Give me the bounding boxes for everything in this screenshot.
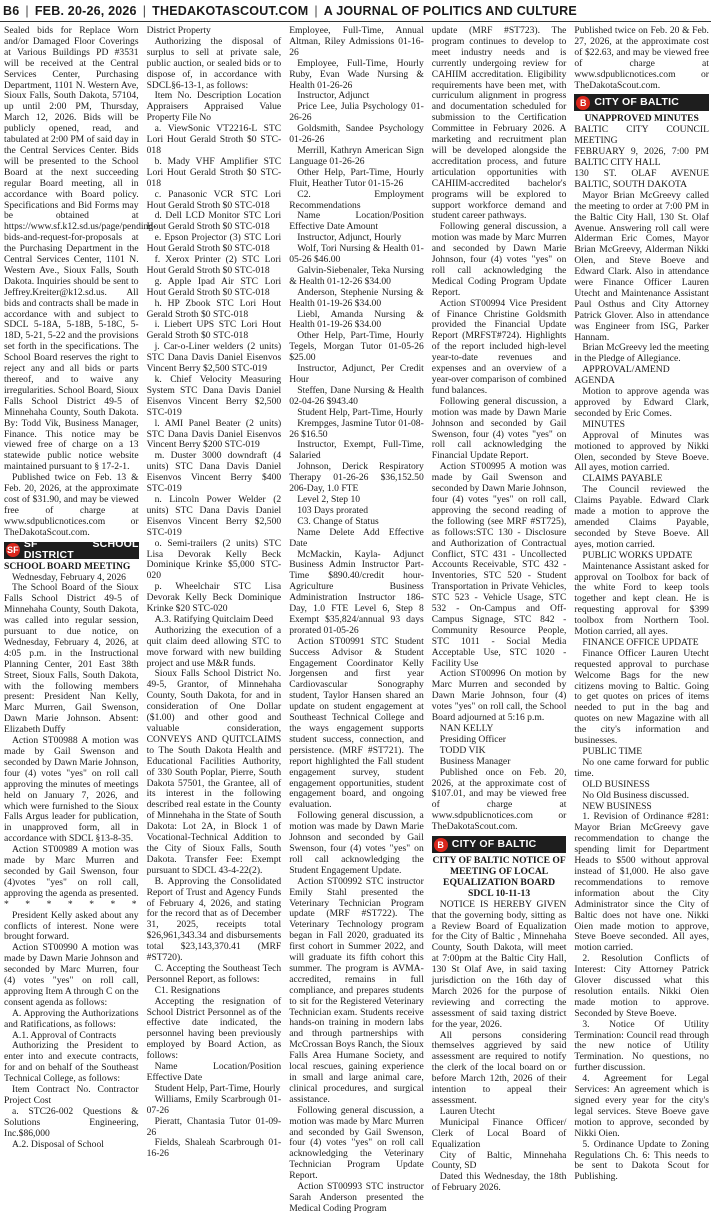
- issue-date: FEB. 20-26, 2026: [34, 3, 137, 18]
- column-5: [574, 25, 709, 1183]
- notice-paragraph: l. AMI Panel Beater (2 units) STC Dana Davis Daniel Eisenvos Vincent Berry $200 STC-019: [146, 417, 282, 451]
- site-name: THEDAKOTASCOUT.COM: [152, 3, 309, 18]
- notice-paragraph: FINANCE OFFICE UPDATE: [582, 636, 699, 648]
- notice-paragraph: Accepting the resignation of School District Personnel as of the effective date indicated, the personnel having been previously employed by Board Action, as follows:: [146, 995, 282, 1062]
- notice-paragraph: a. ViewSonic VT2216-L STC Lori Hout Gerald Stroth $0 STC-018: [146, 123, 282, 156]
- notice-paragraph: Following general discussion, a motion was made by Marc Murren and seconded by Dawn Marie Johnson, four (4) votes "yes" on roll call acknowledging the Medical Coding Program Update Report.: [431, 221, 567, 298]
- notice-paragraph: Brian McGreevy led the meeting in the Pledge of Allegiance.: [574, 342, 709, 365]
- notice-paragraph: Instructor, Exempt, Full-Time, Salaried: [289, 439, 424, 462]
- notice-paragraph: MINUTES: [582, 418, 626, 430]
- notice-paragraph: Price Lee, Julia Psychology 01-26-26: [289, 101, 424, 124]
- notice-paragraph: k. Chief Velocity Measuring System STC Dana Davis Daniel Eisenvos Vincent Berry $2,500 STC-019: [146, 374, 282, 418]
- notice-paragraph: NOTICE IS HEREBY GIVEN that the governing body, sitting as a Review Board of Equalization for the City of Baltic , Minnehaha County, South Dakota, will meet at 7:00pm at the Baltic City Hall, 130 St Olaf Ave, in said taxing jurisdiction on the 16th day of March 2026 for the purpose of reviewing and correcting the assessment of said taxing district for the year, 2026.: [431, 898, 567, 1030]
- notice-paragraph: f. Xerox Printer (2) STC Lori Hout Gerald Stroth $0 STC-018: [146, 254, 282, 276]
- notice-paragraph: o. Semi-trailers (2 units) STC Lisa Devorak Kelly Beck Dominique Krinke $5,000 STC-020: [146, 537, 282, 582]
- notice-paragraph: Action ST00993 STC instructor Sarah Anderson presented the Medical Coding Program: [289, 1181, 424, 1214]
- notice-paragraph: Name Location/Position Effective Date: [146, 1061, 282, 1083]
- notice-paragraph: PUBLIC WORKS UPDATE: [582, 549, 693, 561]
- section-logo-icon: B: [434, 838, 448, 852]
- column-4: [431, 25, 567, 1194]
- notice-paragraph: Fields, Shaleah Scarbrough 01-16-26: [146, 1137, 282, 1160]
- notice-paragraph: 3. Notice Of Utility Termination: Council read through the new notice of Utility Termination. No questions, no further discussion.: [574, 1018, 709, 1074]
- notice-paragraph: The Council reviewed the Claims Payable. Edward Clark made a motion to approve the amended Claims Payable, seconded by Steve Boeve. All ayes, motion carried.: [574, 484, 709, 550]
- notice-paragraph: Following general discussion, a motion was made by Dawn Marie Johnson and seconded by Gail Swenson, four (4) votes "yes" on roll call acknowledging the Student Engagement Update.: [289, 810, 424, 876]
- notice-paragraph: Wolf, Tori Nursing & Health 01-05-26 $46.00: [289, 243, 424, 266]
- column-1: [4, 25, 157, 1150]
- notice-paragraph: Name Location/Position Effective Date Amount: [289, 210, 424, 233]
- notice-paragraph: Galvin-Siebenaler, Teka Nursing & Health 01-12-26 $34.00: [289, 264, 424, 287]
- notice-paragraph: 5. Ordinance Update to Zoning Regulations Ch. 6: This needs to be sent to Dakota Scout for Publishing.: [574, 1138, 709, 1183]
- notice-paragraph: Published once on Feb. 20, 2026, at the approximate cost of $107.01, and may be viewed free of charge at www.sdpublicnotices.com or TheDakotaScout.com.: [431, 766, 567, 833]
- notice-paragraph: B. Approving the Consolidated Report of Trust and Agency Funds of February 4, 2026, and stating for the record that as of December 31, 2025, receipts total $26,961,343.34 and disbursements total $23,143,370.41 (MRF #ST720).: [146, 875, 282, 964]
- notice-paragraph: BALTIC CITY COUNCIL MEETING: [574, 124, 709, 147]
- notice-paragraph: Steffen, Dane Nursing & Health 02-04-26 $943.40: [289, 384, 424, 407]
- notice-paragraph: Employee, Full-Time, Annual Altman, Riley Admissions 01-16-26: [289, 25, 424, 58]
- notice-paragraph: 2. Resolution Conflicts of Interest: City Attorney Patrick Glover discussed what this resolution entails. Nikki Oien made motion to approve. Seconded by Steve Boeve.: [574, 953, 709, 1019]
- notice-paragraph: TODD VIK: [439, 744, 486, 756]
- notice-paragraph: Item Contract No. Contractor Project Cost: [4, 1084, 139, 1106]
- notice-paragraph: Published twice on Feb. 13 & Feb. 20, 2026, at the approximate cost of $31.90, and may be viewed free of charge at www.sdpublicnotices.com or TheDakotaScout.com.: [4, 472, 139, 538]
- notice-paragraph: c. Panasonic VCR STC Lori Hout Gerald Stroth $0 STC-018: [146, 188, 282, 211]
- notice-paragraph: No one came forward for public time.: [574, 756, 709, 779]
- notice-paragraph: District Property: [146, 25, 211, 36]
- notice-paragraph: Following general discussion, a motion was made by Marc Murren and seconded by Gail Swenson, four (4) votes "yes" on roll call acknowledging the Veterinary Technician Program Update Report.: [289, 1104, 424, 1182]
- notice-paragraph: Instructor, Adjunct, Per Credit Hour: [289, 363, 424, 385]
- notice-paragraph: Merrill, Kathryn American Sign Language 01-26-26: [289, 144, 424, 167]
- section-banner: [432, 836, 567, 853]
- notice-paragraph: Action ST00988 A motion was made by Gail Swenson and seconded by Dawn Marie Johnson, four (4) votes "yes" on roll call approving the minutes of meetings held on January 7, 2026, and which were furnished to the Sioux Falls Argus leader for publication, in unapproved form, all in accordance with SDCL §13-8-35.: [4, 735, 139, 845]
- notice-paragraph: n. Lincoln Power Welder (2 units) STC Dana Davis Daniel Eisenvos Vincent Berry $2,500 STC-019: [146, 493, 282, 538]
- masthead-separator: |: [142, 3, 147, 18]
- notice-paragraph: Williams, Emily Scarbrough 01-07-26: [146, 1093, 282, 1116]
- masthead-separator: |: [314, 3, 318, 18]
- notice-paragraph: A.1. Approval of Contracts: [12, 1029, 117, 1041]
- notice-paragraph: All persons considering themselves aggrieved by said assessment are required to notify the clerk of the local board on or before March 12th, 2026 of their intention to appeal their assessment.: [431, 1029, 567, 1106]
- notice-paragraph: Lauren Utecht: [439, 1105, 495, 1117]
- section-banner-label: CITY OF BALTIC: [594, 96, 680, 109]
- notice-paragraph: Level 2, Step 10: [297, 493, 361, 505]
- notice-paragraph: Municipal Finance Officer/ Clerk of Local Board of Equalization: [431, 1116, 567, 1150]
- notice-paragraph: p. Wheelchair STC Lisa Devorak Kelly Beck Dominique Krinke $20 STC-020: [146, 581, 282, 615]
- section-banner-label: SF SCHOOL DISTRICT: [23, 538, 139, 562]
- notice-paragraph: Finance Officer Lauren Utecht requested approval to purchase Welcome Bags for the new citizens moving to Baltic. Going to get quotes on prices of items needed to put in the bag and quotes on new Magazine with all the city's information and businesses.: [574, 647, 709, 747]
- notice-heading: UNAPPROVED MINUTES: [584, 113, 699, 125]
- notice-paragraph: Mayor Brian McGreevy called the meeting to order at 7:00 PM in the Baltic City Hall, 130 St. Olaf Avenue. Answering roll call were Alderman Eric Comes, Mayor Brian McGreevy, Alderman Nikki Olen, and Steve Boeve and Edward Clark. Also in attendance were Finance Officer Lauren Utecht and Maintenance Assistant Paul Osthus and City Attorney Patrick Glover. Also in attendance was Engineer from ISG, Parker Hannam.: [574, 189, 709, 343]
- notice-paragraph: Approval of Minutes was motioned to approved by Nikki Olen, seconded by Steve Boeve. All ayes, motion carried.: [574, 429, 709, 474]
- notice-paragraph: 4. Agreement for Legal Services: An agreement which is signed every year for the city's legal services. Steve Boeve gave motion to approve, seconded by Nikki Oien.: [574, 1073, 709, 1139]
- notice-paragraph: NAN KELLY: [439, 723, 494, 734]
- section-banner: [574, 94, 709, 111]
- notice-paragraph: Authorizing the disposal of surplus to sell at private sale, public auction, or sealed bids or to dispose of, in accordance with SDCL§6-13-1, as follows:: [146, 35, 282, 91]
- masthead: [0, 0, 711, 22]
- notice-paragraph: Instructor, Adjunct: [297, 90, 370, 102]
- notice-paragraph: Dated this Wednesday, the 18th of February 2026.: [431, 1171, 567, 1194]
- notice-paragraph: C3. Change of Status: [297, 515, 379, 527]
- notice-paragraph: 130 ST. OLAF AVENUE BALTIC, SOUTH DAKOTA: [574, 167, 709, 190]
- notice-paragraph: m. Duster 3000 downdraft (4 units) STC Dana Davis Daniel Eisenvos Vincent Berry $400 STC-019: [146, 450, 282, 495]
- notice-paragraph: Action ST00989 A motion was made by Marc Murren and seconded by Gail Swenson, four (4)votes "yes" on roll call, approving the agenda as presented.: [4, 844, 139, 899]
- notice-paragraph: President Kelly asked about any conflicts of interest. None were brought forward.: [4, 909, 139, 943]
- section-banner-label: CITY OF BALTIC: [451, 838, 537, 851]
- notice-paragraph: McMackin, Kayla- Adjunct Business Admin Instructor Part-Time $890.40/credit hour- Agriculture Business Administration Instructor 186-Day, 1.0 FTE Level 6, Step 8 Exempt $35,824/annual 93 days prorated 01-05-26: [289, 548, 424, 636]
- notice-paragraph: City of Baltic, Minnehaha County, SD: [431, 1149, 567, 1172]
- notice-paragraph: Liebl, Amanda Nursing & Health 01-19-26 $34.00: [289, 308, 424, 331]
- notice-paragraph: Wednesday, February 4, 2026: [12, 571, 126, 583]
- notice-paragraph: Other Help, Part-Time, Hourly Tegels, Morgan Tutor 01-05-26 $25.00: [289, 330, 424, 364]
- notice-paragraph: C1. Resignations: [154, 984, 221, 996]
- notice-paragraph: C. Accepting the Southeast Tech Personnel Report, as follows:: [146, 962, 282, 985]
- notice-paragraph: Action ST00990 A motion was made by Dawn Marie Johnson and seconded by Marc Murren, four (4) votes "yes" on roll call, approving Item A through C on the consent agenda as follows:: [4, 942, 139, 1008]
- notice-columns: [0, 25, 711, 1214]
- notice-paragraph: Following general discussion, a motion was made by Dawn Marie Johnson and seconded by Gail Swenson, four (4) votes "yes" on roll call acknowledging the Financial Update Report.: [431, 395, 567, 462]
- notice-paragraph: Employee, Full-Time, Hourly Ruby, Evan Wade Nursing & Health 01-26-26: [289, 57, 424, 91]
- notice-paragraph: Item No. Description Location Appraisers Appraised Value Property File No: [146, 90, 282, 124]
- notice-paragraph: Anderson, Stephenie Nursing & Health 01-19-26 $34.00: [289, 286, 424, 309]
- notice-paragraph: Action ST00994 Vice President of Finance Christine Goldsmith provided the Financial Update Report (MRFST#724). Highlights of the report included high-level year-to-date revenues and expenses and an overview of a year-over comparison of combined fund balances.: [431, 297, 567, 396]
- notice-paragraph: A.3. Ratifying Quitclaim Deed: [154, 613, 274, 625]
- notice-paragraph: C2. Employment Recommendations: [289, 188, 424, 211]
- notice-paragraph: Presiding Officer: [439, 733, 506, 745]
- notice-paragraph: h. HP Zbook STC Lori Hout Gerald Stroth $0 STC-018: [146, 297, 282, 320]
- notice-paragraph: Published twice on Feb. 20 & Feb. 27, 2026, at the approximate cost of $22.63, and may be viewed free of charge at www.sdpublicnotices.com or TheDakotaScout.com.: [574, 25, 709, 91]
- notice-paragraph: e. Epson Projector (3) STC Lori Hout Gerald Stroth $0 STC-018: [146, 232, 282, 255]
- notice-paragraph: OLD BUSINESS: [582, 778, 650, 790]
- notice-paragraph: Action ST00995 A motion was made by Gail Swenson and seconded by Dawn Marie Johnson, four (4) votes "yes" on roll call, approving the second reading of the following (see MRF #ST725), as follows:STC 130 - Disclosure and Authorization of Contractual Conflict, STC 431 - Uncollected Accounts Receivable, STC 432 - Inventories, STC 520 - Student Transportation in Private Vehicles, STC 523 - Vehicle Usage, STC 532 - On-Campus and Off-Campus Signage, STC 842 - Community Resource People, STC 1011 - Social Media Acceptable Use, STC 1020 - Facility Use: [431, 461, 567, 669]
- tagline: A JOURNAL OF POLITICS AND CULTURE: [323, 3, 577, 18]
- notice-paragraph: Krempges, Jasmine Tutor 01-08-26 $16.50: [289, 417, 424, 440]
- notice-paragraph: Pieratt, Chantasia Tutor 01-09-26: [146, 1115, 282, 1138]
- notice-paragraph: j. Car-o-Liner welders (2 units) STC Dana Davis Daniel Eisenvos Vincent Berry $2,500 STC-019: [146, 341, 282, 375]
- notice-paragraph: * * * * * * *: [4, 898, 139, 910]
- notice-paragraph: update (MRF #ST723). The program continues to develop to meet industry needs and is currently undergoing review for CAHIIM accreditation. Eligibility requirements have been met, with curriculum alignment in progress and documentation scheduled for submission to the Certification Committee in February 2026. A marketing and recruitment plan will be developed alongside the accreditation process, and future articulation opportunities with CAHIIM-accredited bachelor's programs will be explored to support workforce demand and student career pathways.: [431, 25, 567, 222]
- notice-paragraph: PUBLIC TIME: [582, 746, 643, 757]
- notice-paragraph: i. Liebert UPS STC Lori Hout Gerald Stroth $0 STC-018: [146, 319, 282, 342]
- notice-paragraph: 103 Days prorated: [297, 504, 369, 516]
- notice-paragraph: The School Board of the Sioux Falls School District 49-5 of Minnehaha County, South Dakota, was called into regular session, pursuant to due notice, on Wednesday, February 4, 2026, at 4:05 p.m. in the Instructional Planning Center, 201 East 38th Street, Sioux Falls, South Dakota, with the following members present: President Nan Kelly, Marc Murren, Gail Swenson, Dawn Marie Johnson. Absent: Elizabeth Duffy: [4, 582, 139, 736]
- column-2: [146, 25, 282, 1160]
- notice-paragraph: a. STC26-002 Questions & Solutions Engineering, Inc.$86,000: [4, 1105, 139, 1139]
- notice-paragraph: Student Help, Part-Time, Hourly: [154, 1082, 281, 1094]
- notice-paragraph: Instructor, Adjunct, Hourly: [297, 232, 402, 244]
- notice-paragraph: A. Approving the Authorizations and Ratifications, as follows:: [4, 1007, 139, 1030]
- section-logo-icon: SF: [6, 545, 19, 556]
- notice-paragraph: Motion to approve agenda was approved by Edward Clark, seconded by Eric Comes.: [574, 386, 709, 419]
- notice-paragraph: Sealed bids for Replace Worn and/or Damaged Floor Coverings at Various Buildings PD #3531 will be received at the Central Services Center, Purchasing Department, 1101 N. Western Ave, Sioux Falls, South Dakota, 57104, up until 2:00 PM, Thursday, March 12, 2026. Bids will be publicly opened, read, and tabulated at 2:00 PM of said day in the Central Services Center. Bids will be presented to the School Board at the next succeeding regular Board meeting, all in accordance with Board policy. Specifications and Bid Forms may be obtained at https://www.sf.k12.sd.us/page/pending-bids-and-request-for-proposals at the Purchasing Department in the Central Services Center, 1101 N. Western Ave., Sioux Falls, South Dakota. Inquiries should be sent to Jeffrey.Kreiter@k12.sd.us. All bids and contracts shall be made in accordance with and subject to SDCL 5-18A, 5-18B, 5-18C, 5-18D, 5-21, 5-22 and the provisions set forth in the specifications. The School Board reserves the right to reject any and all bids or parts thereof, and to waive any irregularities. School Board, Sioux Falls School District 49-5 of Minnehaha County, South Dakota. By: Todd Vik, Business Manager, Finance. This notice may be viewed free of charge on a 13 statewide public notice website maintained pursuant to § 17-2-1.: [4, 25, 157, 473]
- notice-paragraph: Business Manager: [439, 755, 511, 767]
- notice-paragraph: Student Help, Part-Time, Hourly: [297, 406, 423, 418]
- notice-paragraph: d. Dell LCD Monitor STC Lori Hout Gerald Stroth $0 STC-018: [146, 210, 282, 233]
- notice-paragraph: Goldsmith, Sandee Psychology 01-26-26: [289, 123, 424, 146]
- notice-paragraph: APPROVAL/AMEND AGENDA: [574, 364, 670, 387]
- notice-paragraph: Maintenance Assistant asked for approval on Toolbox for back of the white Ford to keep tools together and kept clean. He is requesting approval for $399 toolbox from Northern Tool. Motion carried, all ayes.: [574, 560, 709, 638]
- column-3: [289, 25, 424, 1214]
- notice-paragraph: g. Apple Ipad Air STC Lori Hout Gerald Stroth $0 STC-018: [146, 275, 282, 298]
- notice-paragraph: NEW BUSINESS: [582, 800, 652, 812]
- notice-paragraph: Other Help, Part-Time, Hourly Fluit, Heather Tutor 01-15-26: [289, 166, 424, 189]
- notice-paragraph: FEBRUARY 9, 2026, 7:00 PM BALTIC CITY HALL: [574, 146, 709, 169]
- notice-heading: SCHOOL BOARD MEETING: [4, 560, 131, 572]
- notice-paragraph: A.2. Disposal of School: [12, 1138, 104, 1150]
- notice-paragraph: b. Mady VHF Amplifier STC Lori Hout Gerald Stroth $0 STC-018: [146, 155, 282, 189]
- notice-paragraph: Johnson, Derick Respiratory Therapy 01-26-26 $36,152.50 206-Day, 1.0 FTE: [289, 461, 424, 495]
- notice-paragraph: Authorizing the President to enter into and execute contracts, for and on behalf of the Southeast Technical College, as follows:: [4, 1040, 139, 1085]
- notice-paragraph: Authorizing the execution of a quit claim deed allowing STC to move forward with new building project and use M&R funds.: [146, 624, 282, 669]
- notice-paragraph: Action ST00992 STC instructor Emily Stahl presented the Veterinary Technician Program update (MRF #ST722). The Veterinary Technology program began in Fall 2020, graduated its first cohort in Summer 2022, and will graduate its fifth cohort this summer. The program is AVMA-accredited, remains in full compliance, and prepares students to sit for the Registered Veterinary Technician exam. Students receive hands-on training in modern labs and through partnerships with McCrossan Boys Ranch, the Sioux Falls Area Humane Society, and local rescues, gaining experience in small and large animal care, clinical procedures, and surgical assistance.: [289, 875, 424, 1105]
- notice-paragraph: No Old Business discussed.: [582, 789, 689, 801]
- notice-paragraph: CLAIMS PAYABLE: [582, 473, 663, 485]
- notice-paragraph: Action ST00991 STC Student Success Advisor & Student Engagement Coordinator Kelly Jorgensen and first year Cardiovascular Sonography student, Taylor Hansen shared an update on student engagement at Southeast Technical College and the ways engagement supports student success, connection, and persistence. (MRF #ST721). The report highlighted the Fall student engagement survey, student engagement opportunities, student engagement board, and ongoing evaluation.: [289, 635, 424, 811]
- notice-paragraph: Sioux Falls School District No. 49-5, Grantor, of Minnehaha County, South Dakota, for and in consideration of One Dollar ($1.00) and other good and valuable consideration, CONVEYS AND QUITCLAIMS to The South Dakota Health and Educational Facilities Authority, of 330 South Poplar, Pierre, South Dakota 57501, the Grantee, all of its interest in the following described real estate in the County of Minnehaha in the State of South Dakota: Lot 2A, in Block 1 of Vocational-Technical Addition to the City of Sioux Falls, South Dakota. Transfer Fee: Exempt pursuant to SDCL 43-4-22(2).: [146, 668, 282, 876]
- notice-heading: CITY OF BALTIC NOTICE OF MEETING OF LOCAL EQUALIZATION BOARD SDCL 10-11-13: [432, 855, 566, 899]
- masthead-separator: |: [25, 3, 29, 18]
- section-banner: [4, 538, 139, 562]
- notice-paragraph: Action ST00996 On motion by Marc Murren and seconded by Dawn Marie Johnson, four (4) votes "yes" on roll call, the School Board adjourned at 5:16 p.m.: [431, 668, 567, 724]
- section-logo-icon: B: [576, 96, 590, 110]
- page-number: B6: [3, 3, 20, 18]
- notice-paragraph: 1. Revision of Ordinance #281: Mayor Brian McGreevy gave recommendation to change the spending limit for Department Heads to $500 without approval instead of $1,000. He also gave recommendations to remove information about the City Administrator since the City of Baltic does not have one. Nikki Oien made motion to approve, Steve Boeve seconded. All ayes, motion carried.: [574, 811, 709, 954]
- notice-paragraph: Name Delete Add Effective Date: [289, 526, 424, 549]
